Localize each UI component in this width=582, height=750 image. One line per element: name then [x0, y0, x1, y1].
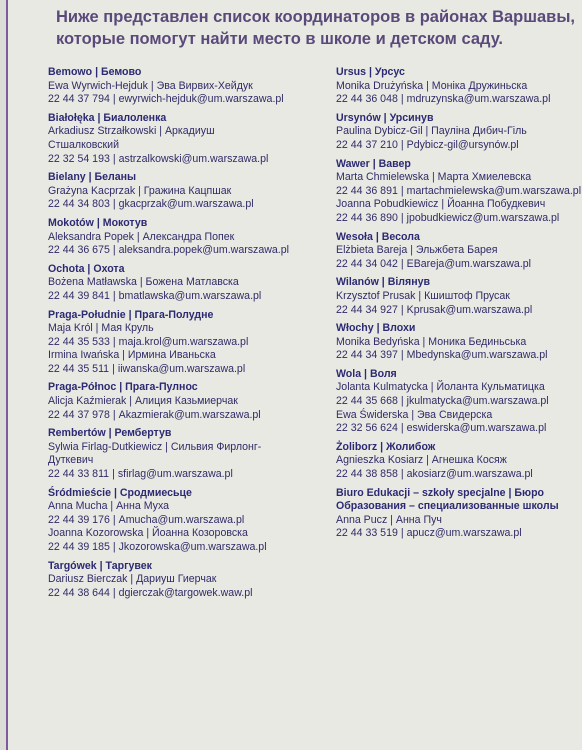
- district-name: Praga-Południe | Прага-Полудне: [48, 308, 214, 321]
- district-block: [336, 231, 582, 272]
- district-block: [48, 171, 333, 212]
- separator: |: [400, 257, 404, 270]
- email-address: maja.krol@um.warszawa.pl: [118, 335, 249, 348]
- phone-number: 22 44 34 803: [48, 198, 110, 211]
- phone-number: 22 44 37 794: [48, 93, 110, 106]
- coordinator-name: Marta Chmielewska | Марта Хмиелевска: [336, 171, 532, 184]
- district-name: Biuro Edukacji – szkoły specjalne | Бюро: [336, 486, 545, 499]
- coordinator-name-continued: Дуткевич: [48, 454, 94, 467]
- district-name: Praga-Północ | Прага-Пулнос: [48, 381, 198, 394]
- district-block: [48, 309, 333, 377]
- district-name: Żoliborz | Жолибож: [336, 440, 436, 453]
- phone-number: 22 44 36 048: [336, 93, 398, 106]
- coordinator-name: Jolanta Kulmatycka | Йоланта Кульматицка: [336, 381, 545, 394]
- separator: |: [112, 586, 116, 599]
- email-address: Akazmierak@um.warszawa.pl: [118, 408, 261, 421]
- phone-number: 22 44 33 519: [336, 527, 398, 540]
- separator: |: [112, 198, 116, 211]
- district-block: [48, 112, 333, 166]
- contact-line: [48, 363, 333, 377]
- contact-line: [48, 587, 333, 601]
- email-address: Pdybicz-gil@ursynów.pl: [406, 138, 519, 151]
- phone-number: 22 44 35 533: [48, 335, 110, 348]
- phone-number: 22 44 37 210: [336, 138, 398, 151]
- district-block: [48, 560, 333, 601]
- district-block: [336, 66, 582, 107]
- coordinator-name: Alicja Kaźmierak | Алиция Казьмиерчак: [48, 395, 238, 408]
- right-column: [336, 66, 582, 546]
- email-address: aleksandra.popek@um.warszawa.pl: [118, 244, 289, 257]
- contact-line: [336, 349, 582, 363]
- separator: |: [400, 138, 404, 151]
- separator: |: [400, 211, 404, 224]
- contact-line: [48, 198, 333, 212]
- coordinator-name: Grażyna Kacprzak | Гражина Кацпшак: [48, 184, 232, 197]
- district-block: [48, 487, 333, 555]
- district-block: [48, 381, 333, 422]
- coordinator-name: Ewa Świderska | Эва Свидерска: [336, 408, 493, 421]
- phone-number: 22 44 38 858: [336, 468, 398, 481]
- district-name: Ursus | Урсус: [336, 66, 405, 78]
- phone-number: 22 44 34 927: [336, 303, 398, 316]
- district-block: [336, 276, 582, 317]
- separator: |: [112, 152, 116, 165]
- coordinator-name: Aleksandra Popek | Александра Попек: [48, 230, 235, 243]
- district-block: [48, 217, 333, 258]
- coordinator-name: Joanna Pobudkiewicz | Йоанна Побудкевич: [336, 198, 546, 211]
- district-name-continued: Образования – специализованные школы: [336, 500, 559, 513]
- contact-line: [336, 139, 582, 153]
- contact-line: [336, 422, 582, 436]
- district-block: [336, 322, 582, 363]
- contact-line: [48, 93, 333, 107]
- phone-number: 22 44 34 042: [336, 257, 398, 270]
- phone-number: 22 44 39 841: [48, 289, 110, 302]
- contact-line: [336, 185, 582, 199]
- contact-line: [48, 336, 333, 350]
- separator: |: [112, 93, 116, 106]
- title-line-2: которые помогут найти место в школе и детском саду.: [56, 30, 503, 48]
- phone-number: 22 44 35 511: [48, 362, 110, 375]
- district-name: Ochota | Охота: [48, 262, 125, 275]
- separator: |: [400, 395, 404, 408]
- district-name: Śródmieście | Сродмиесьце: [48, 486, 192, 499]
- phone-number: 22 32 54 193: [48, 152, 110, 165]
- email-address: martachmielewska@um.warszawa.pl: [406, 184, 582, 197]
- email-address: mdruzynska@um.warszawa.pl: [406, 93, 551, 106]
- separator: |: [112, 335, 116, 348]
- separator: |: [112, 289, 116, 302]
- contact-line: [48, 468, 333, 482]
- email-address: dgierczak@targowek.waw.pl: [118, 586, 253, 599]
- contact-line: [48, 541, 333, 555]
- contact-line: [336, 527, 582, 541]
- district-name: Włochy | Влохи: [336, 322, 416, 335]
- contact-line: [48, 514, 333, 528]
- phone-number: 22 44 36 891: [336, 184, 398, 197]
- phone-number: 22 44 36 890: [336, 211, 398, 224]
- separator: |: [400, 93, 404, 106]
- left-column: [48, 66, 333, 605]
- email-address: Kprusak@um.warszawa.pl: [406, 303, 533, 316]
- email-address: astrzalkowski@um.warszawa.pl: [118, 152, 269, 165]
- coordinator-name: Ewa Wyrwich-Hejduk | Эва Вирвих-Хейдук: [48, 79, 253, 92]
- contact-line: [48, 244, 333, 258]
- separator: |: [112, 468, 115, 481]
- email-address: apucz@um.warszawa.pl: [406, 527, 522, 540]
- coordinator-name: Dariusz Bierczak | Дариуш Гиерчак: [48, 573, 217, 586]
- separator: |: [112, 513, 116, 526]
- coordinator-name: Arkadiusz Strzałkowski | Аркадиуш: [48, 125, 215, 138]
- contact-line: [336, 93, 582, 107]
- district-block: [336, 487, 582, 541]
- email-address: Amucha@um.warszawa.pl: [118, 513, 245, 526]
- coordinator-name: Bożena Matławska | Божена Матлавска: [48, 276, 239, 289]
- coordinator-name: Irmina Iwańska | Ирмина Иваньска: [48, 349, 216, 362]
- district-name: Wilanów | Вілянув: [336, 276, 431, 289]
- district-name: Rembertów | Рембертув: [48, 427, 172, 440]
- phone-number: 22 44 39 176: [48, 513, 110, 526]
- district-block: [48, 263, 333, 304]
- phone-number: 22 32 56 624: [336, 422, 398, 435]
- contact-line: [48, 290, 333, 304]
- email-address: jpobudkiewicz@um.warszawa.pl: [406, 211, 560, 224]
- coordinator-name-continued: Стшалковский: [48, 138, 119, 151]
- contact-line: [336, 212, 582, 226]
- contact-line: [336, 395, 582, 409]
- page-title: [56, 6, 576, 50]
- coordinator-name: Paulina Dybicz-Gil | Пауліна Дибич-Гіль: [336, 125, 527, 138]
- coordinator-name: Anna Mucha | Анна Муха: [48, 500, 170, 513]
- coordinator-name: Monika Drużyńska | Моніка Дружиньска: [336, 79, 528, 92]
- separator: |: [400, 468, 404, 481]
- district-name: Bemowo | Бемово: [48, 66, 142, 78]
- contact-line: [336, 304, 582, 318]
- separator: |: [400, 349, 404, 362]
- phone-number: 22 44 38 644: [48, 586, 110, 599]
- district-name: Wawer | Вавер: [336, 157, 411, 170]
- district-block: [48, 66, 333, 107]
- district-block: [336, 441, 582, 482]
- district-name: Bielany | Беланы: [48, 171, 137, 184]
- email-address: ewyrwich-hejduk@um.warszawa.pl: [118, 93, 284, 106]
- email-address: eswiderska@um.warszawa.pl: [406, 422, 547, 435]
- contact-line: [336, 468, 582, 482]
- separator: |: [400, 184, 404, 197]
- contact-line: [48, 153, 333, 167]
- separator: |: [400, 422, 404, 435]
- title-line-1: Ниже представлен список координаторов в районах Варшавы,: [56, 8, 575, 26]
- phone-number: 22 44 37 978: [48, 408, 110, 421]
- district-block: [336, 158, 582, 226]
- contact-line: [48, 409, 333, 423]
- phone-number: 22 44 34 397: [336, 349, 398, 362]
- coordinator-name: Elżbieta Bareja | Эльжбета Барея: [336, 244, 498, 257]
- district-name: Wola | Воля: [336, 367, 397, 380]
- separator: |: [400, 527, 404, 540]
- coordinator-name: Joanna Kozorowska | Йоанна Козоровска: [48, 527, 248, 540]
- email-address: jkulmatycka@um.warszawa.pl: [406, 395, 549, 408]
- district-block: [336, 368, 582, 436]
- separator: |: [112, 362, 115, 375]
- district-name: Białołęka | Биалоленка: [48, 111, 167, 124]
- email-address: akosiarz@um.warszawa.pl: [406, 468, 533, 481]
- email-address: Mbedynska@um.warszawa.pl: [406, 349, 548, 362]
- district-block: [48, 427, 333, 481]
- coordinator-name: Maja Król | Мая Круль: [48, 322, 154, 335]
- phone-number: 22 44 33 811: [48, 468, 110, 481]
- district-name: Wesoła | Весола: [336, 230, 420, 243]
- email-address: gkacprzak@um.warszawa.pl: [118, 198, 254, 211]
- separator: |: [112, 408, 116, 421]
- email-address: EBareja@um.warszawa.pl: [406, 257, 532, 270]
- coordinator-name: Anna Pucz | Анна Пуч: [336, 513, 442, 526]
- district-block: [336, 112, 582, 153]
- coordinator-name: Monika Bedyńska | Моника Бединьська: [336, 335, 527, 348]
- email-address: sfirlag@um.warszawa.pl: [117, 468, 233, 481]
- phone-number: 22 44 39 185: [48, 541, 110, 553]
- separator: |: [112, 244, 116, 257]
- coordinator-name: Sylwia Firlag-Dutkiewicz | Сильвия Фирлонг-: [48, 440, 262, 453]
- email-address: Jkozorowska@um.warszawa.pl: [118, 541, 267, 553]
- district-name: Ursynów | Урсинув: [336, 111, 434, 124]
- document-page: [6, 0, 582, 750]
- phone-number: 22 44 35 668: [336, 395, 398, 408]
- district-name: Mokotów | Мокотув: [48, 216, 148, 229]
- coordinator-name: Krzysztof Prusak | Кшиштоф Прусак: [336, 289, 510, 302]
- phone-number: 22 44 36 675: [48, 244, 110, 257]
- district-name: Targówek | Таргувек: [48, 559, 152, 572]
- coordinator-name: Agnieszka Kosiarz | Агнешка Косяж: [336, 454, 507, 467]
- separator: |: [112, 541, 116, 553]
- email-address: bmatlawska@um.warszawa.pl: [118, 289, 262, 302]
- contact-line: [336, 258, 582, 272]
- separator: |: [400, 303, 404, 316]
- email-address: iiwanska@um.warszawa.pl: [117, 362, 246, 375]
